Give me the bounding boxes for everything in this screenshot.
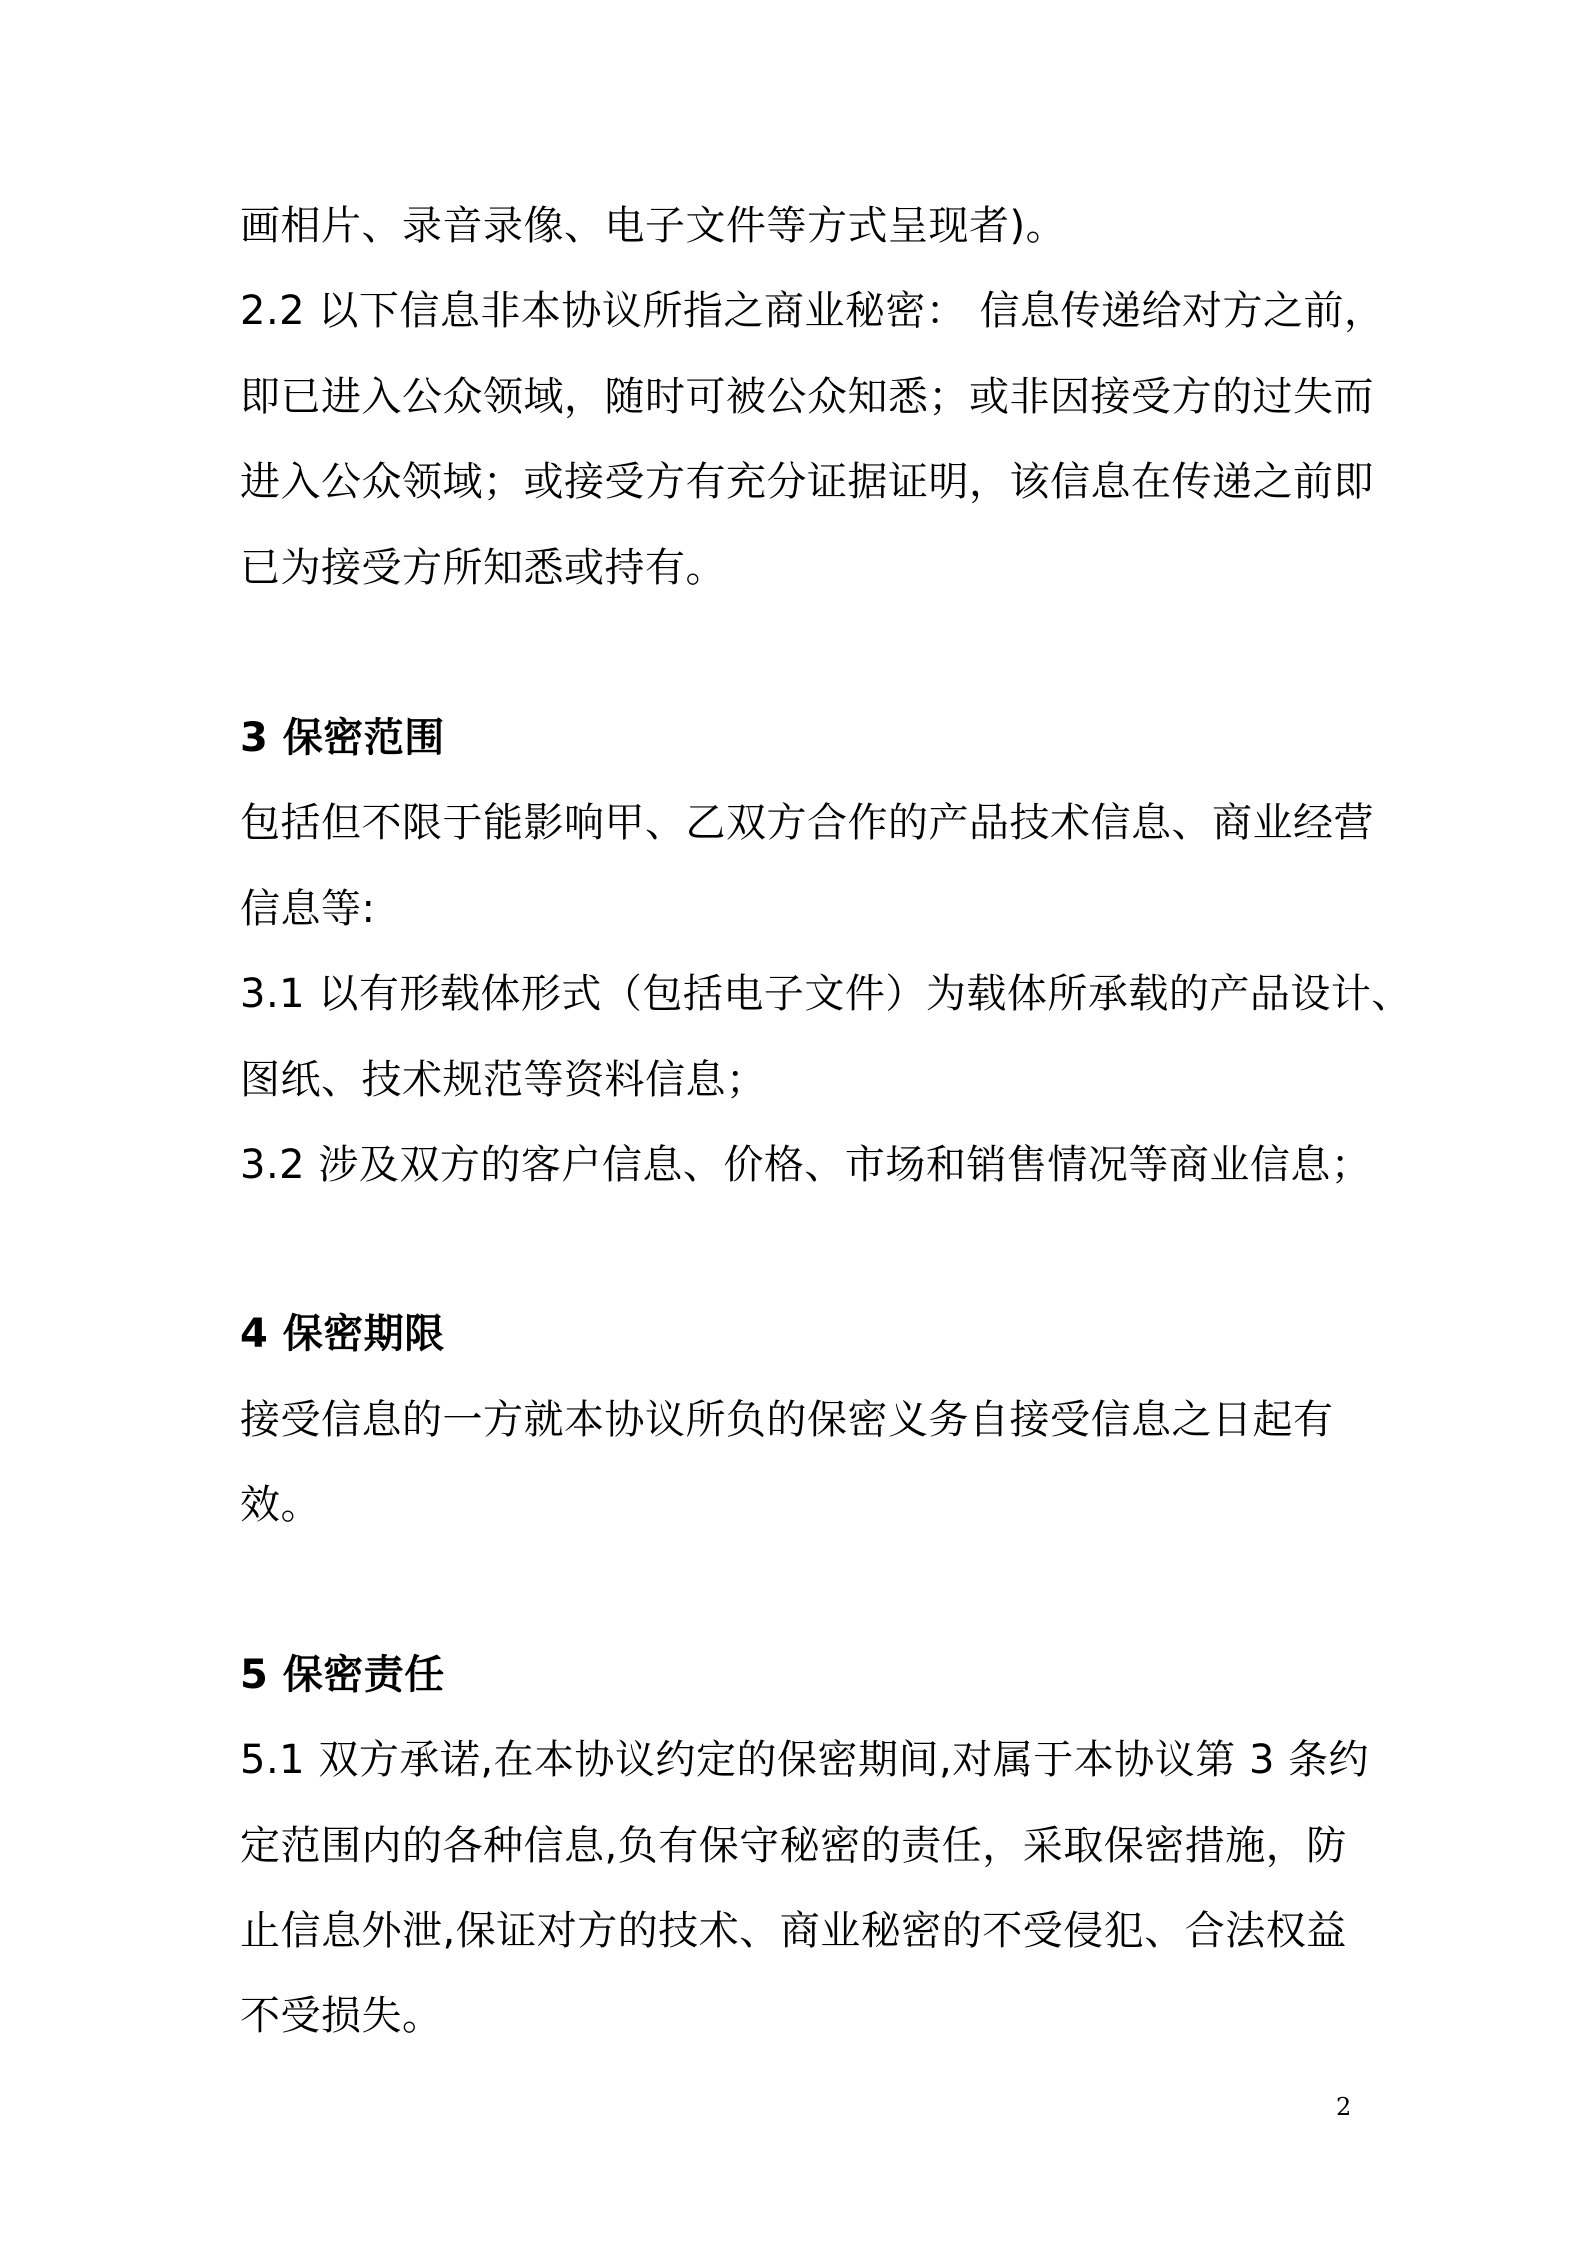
paragraph-line: 定范围内的各种信息,负有保守秘密的责任，采取保密措施，防: [240, 1823, 1347, 1869]
paragraph-line: 包括但不限于能影响甲、乙双方合作的产品技术信息、商业经营: [240, 800, 1374, 846]
paragraph-line: 2.2 以下信息非本协议所指之商业秘密： 信息传递给对方之前，: [240, 288, 1385, 334]
section-heading: 4 保密期限: [240, 1311, 445, 1357]
paragraph-line: 已为接受方所知悉或持有。: [240, 545, 726, 591]
paragraph-line: 进入公众领域；或接受方有充分证据证明，该信息在传递之前即: [240, 459, 1374, 505]
paragraph-line: 止信息外泄,保证对方的技术、商业秘密的不受侵犯、合法权益: [240, 1908, 1347, 1954]
section-heading: 3 保密范围: [240, 715, 445, 761]
paragraph-line: 3.2 涉及双方的客户信息、价格、市场和销售情况等商业信息；: [240, 1142, 1372, 1188]
paragraph-line: 不受损失。: [240, 1993, 443, 2039]
paragraph-line: 效。: [240, 1482, 321, 1528]
paragraph-line: 画相片、录音录像、电子文件等方式呈现者)。: [240, 203, 1067, 249]
paragraph-line: 3.1 以有形载体形式（包括电子文件）为载体所承载的产品设计、: [240, 971, 1412, 1017]
page-number: 2: [1336, 2093, 1352, 2121]
section-heading: 5 保密责任: [240, 1652, 445, 1698]
paragraph-line: 图纸、技术规范等资料信息；: [240, 1057, 767, 1103]
paragraph-line: 5.1 双方承诺,在本协议约定的保密期间,对属于本协议第 3 条约: [240, 1737, 1370, 1783]
paragraph-line: 即已进入公众领域，随时可被公众知悉；或非因接受方的过失而: [240, 374, 1374, 420]
paragraph-line: 信息等:: [240, 886, 376, 932]
paragraph-line: 接受信息的一方就本协议所负的保密义务自接受信息之日起有: [240, 1397, 1334, 1443]
